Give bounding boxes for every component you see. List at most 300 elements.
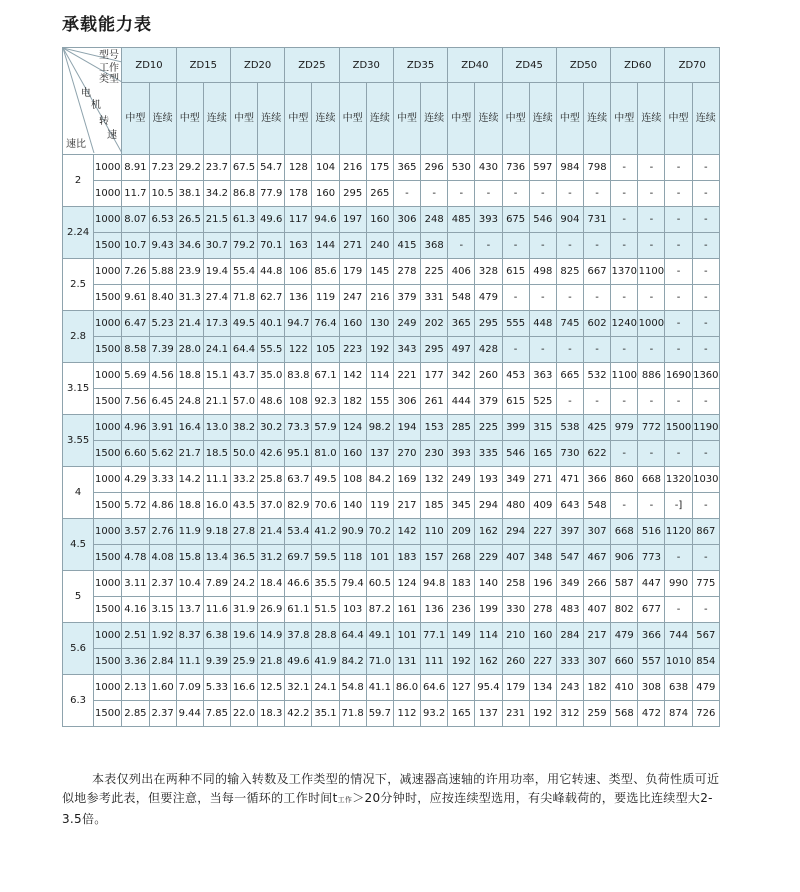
value-cell: 216 xyxy=(366,285,393,311)
value-cell: 217 xyxy=(393,493,420,519)
value-cell: 193 xyxy=(475,467,502,493)
value-cell: 67.5 xyxy=(230,155,257,181)
value-cell: 260 xyxy=(502,649,529,675)
value-cell: 638 xyxy=(665,675,692,701)
value-cell: 407 xyxy=(502,545,529,571)
value-cell: 9.18 xyxy=(203,519,230,545)
value-cell: 77.9 xyxy=(258,181,285,207)
value-cell: 906 xyxy=(611,545,638,571)
value-cell: 169 xyxy=(393,467,420,493)
value-cell: - xyxy=(529,337,556,363)
value-cell: 284 xyxy=(556,623,583,649)
value-cell: 11.9 xyxy=(176,519,203,545)
value-cell: 11.7 xyxy=(122,181,149,207)
value-cell: 49.6 xyxy=(285,649,312,675)
value-cell: 84.2 xyxy=(339,649,366,675)
value-cell: - xyxy=(692,545,719,571)
value-cell: 415 xyxy=(393,233,420,259)
value-cell: - xyxy=(638,207,665,233)
value-cell: 86.0 xyxy=(393,675,420,701)
value-cell: - xyxy=(448,233,475,259)
value-cell: 221 xyxy=(393,363,420,389)
value-cell: 67.1 xyxy=(312,363,339,389)
speed-cell: 1500 xyxy=(94,545,122,571)
value-cell: - xyxy=(665,389,692,415)
value-cell: 140 xyxy=(339,493,366,519)
value-cell: 731 xyxy=(584,207,611,233)
value-cell: 8.58 xyxy=(122,337,149,363)
value-cell: 199 xyxy=(475,597,502,623)
value-cell: 471 xyxy=(556,467,583,493)
value-cell: 51.5 xyxy=(312,597,339,623)
model-header: ZD70 xyxy=(665,48,720,83)
value-cell: 467 xyxy=(584,545,611,571)
model-header: ZD10 xyxy=(122,48,176,83)
value-cell: 44.8 xyxy=(258,259,285,285)
value-cell: 532 xyxy=(584,363,611,389)
value-cell: 24.8 xyxy=(176,389,203,415)
value-cell: 119 xyxy=(366,493,393,519)
value-cell: 103 xyxy=(339,597,366,623)
speed-cell: 1000 xyxy=(94,155,122,181)
corner-motor2-label: 机 xyxy=(91,100,101,111)
value-cell: - xyxy=(611,285,638,311)
value-cell: 307 xyxy=(584,519,611,545)
duty-medium-header: 中型 xyxy=(665,83,692,155)
duty-continuous-header: 连续 xyxy=(475,83,502,155)
table-row xyxy=(63,519,720,545)
value-cell: 1690 xyxy=(665,363,692,389)
table-row xyxy=(63,467,720,493)
value-cell: 363 xyxy=(529,363,556,389)
table-row xyxy=(63,701,720,727)
value-cell: 407 xyxy=(584,597,611,623)
corner-ratio-label: 速比 xyxy=(66,139,86,150)
value-cell: 16.0 xyxy=(203,493,230,519)
value-cell: 1030 xyxy=(692,467,719,493)
value-cell: 49.5 xyxy=(312,467,339,493)
value-cell: 236 xyxy=(448,597,475,623)
value-cell: 668 xyxy=(611,519,638,545)
value-cell: 3.15 xyxy=(149,597,176,623)
speed-cell: 1000 xyxy=(94,519,122,545)
value-cell: 365 xyxy=(448,311,475,337)
value-cell: 4.78 xyxy=(122,545,149,571)
duty-continuous-header: 连续 xyxy=(312,83,339,155)
value-cell: - xyxy=(665,441,692,467)
value-cell: 46.6 xyxy=(285,571,312,597)
value-cell: - xyxy=(665,233,692,259)
value-cell: 345 xyxy=(448,493,475,519)
value-cell: 268 xyxy=(448,545,475,571)
value-cell: 38.1 xyxy=(176,181,203,207)
value-cell: 430 xyxy=(475,155,502,181)
ratio-cell: 5 xyxy=(63,571,94,623)
value-cell: 61.3 xyxy=(230,207,257,233)
value-cell: 10.5 xyxy=(149,181,176,207)
value-cell: 2.85 xyxy=(122,701,149,727)
value-cell: 7.23 xyxy=(149,155,176,181)
value-cell: - xyxy=(584,337,611,363)
value-cell: 9.44 xyxy=(176,701,203,727)
value-cell: 854 xyxy=(692,649,719,675)
value-cell: 131 xyxy=(393,649,420,675)
table-row xyxy=(63,311,720,337)
value-cell: 17.3 xyxy=(203,311,230,337)
model-header: ZD45 xyxy=(502,48,556,83)
value-cell: 28.0 xyxy=(176,337,203,363)
value-cell: 479 xyxy=(475,285,502,311)
value-cell: 984 xyxy=(556,155,583,181)
value-cell: 2.37 xyxy=(149,701,176,727)
value-cell: 312 xyxy=(556,701,583,727)
value-cell: - xyxy=(665,207,692,233)
value-cell: 145 xyxy=(366,259,393,285)
value-cell: 802 xyxy=(611,597,638,623)
speed-cell: 1000 xyxy=(94,181,122,207)
value-cell: 243 xyxy=(556,675,583,701)
value-cell: 498 xyxy=(529,259,556,285)
value-cell: 227 xyxy=(529,519,556,545)
ratio-cell: 2.8 xyxy=(63,311,94,363)
value-cell: - xyxy=(692,597,719,623)
value-cell: 92.3 xyxy=(312,389,339,415)
value-cell: 104 xyxy=(312,155,339,181)
value-cell: 49.6 xyxy=(258,207,285,233)
value-cell: 217 xyxy=(584,623,611,649)
value-cell: 40.1 xyxy=(258,311,285,337)
value-cell: 43.7 xyxy=(230,363,257,389)
value-cell: 1370 xyxy=(611,259,638,285)
ratio-cell: 4 xyxy=(63,467,94,519)
value-cell: - xyxy=(692,389,719,415)
value-cell: - xyxy=(665,337,692,363)
value-cell: 668 xyxy=(638,467,665,493)
footnote-part1: 本表仅列出在两种不同的输入转数及工作类型的情况下，减速器高速轴的许用功率，用它转速、类型、负荷性质可近似地参考此表，但要注意，当每一循环的工作时间t xyxy=(62,772,720,805)
speed-cell: 1500 xyxy=(94,701,122,727)
corner-duty2-label: 类型 xyxy=(99,74,119,85)
value-cell: 21.1 xyxy=(203,389,230,415)
model-header: ZD40 xyxy=(448,48,502,83)
table-row xyxy=(63,675,720,701)
value-cell: 349 xyxy=(502,467,529,493)
duty-medium-header: 中型 xyxy=(393,83,420,155)
value-cell: 110 xyxy=(421,519,448,545)
value-cell: 202 xyxy=(421,311,448,337)
value-cell: 366 xyxy=(638,623,665,649)
value-cell: 136 xyxy=(285,285,312,311)
speed-cell: 1000 xyxy=(94,207,122,233)
value-cell: - xyxy=(665,155,692,181)
value-cell: - xyxy=(665,285,692,311)
table-row xyxy=(63,389,720,415)
model-header: ZD20 xyxy=(230,48,284,83)
value-cell: 990 xyxy=(665,571,692,597)
corner-duty-label: 工作 xyxy=(99,63,119,74)
value-cell: 306 xyxy=(393,207,420,233)
value-cell: - xyxy=(611,207,638,233)
value-cell: 260 xyxy=(475,363,502,389)
value-cell: 137 xyxy=(366,441,393,467)
duty-medium-header: 中型 xyxy=(448,83,475,155)
table-row xyxy=(63,623,720,649)
value-cell: 240 xyxy=(366,233,393,259)
value-cell: - xyxy=(665,545,692,571)
value-cell: 6.45 xyxy=(149,389,176,415)
table-row xyxy=(63,155,720,181)
value-cell: 81.0 xyxy=(312,441,339,467)
value-cell: 37.8 xyxy=(285,623,312,649)
value-cell: 179 xyxy=(502,675,529,701)
value-cell: 13.0 xyxy=(203,415,230,441)
value-cell: 295 xyxy=(339,181,366,207)
value-cell: 874 xyxy=(665,701,692,727)
table-row xyxy=(63,441,720,467)
value-cell: 294 xyxy=(475,493,502,519)
value-cell: 18.8 xyxy=(176,363,203,389)
value-cell: 307 xyxy=(584,649,611,675)
value-cell: - xyxy=(421,181,448,207)
value-cell: 21.7 xyxy=(176,441,203,467)
value-cell: 196 xyxy=(529,571,556,597)
value-cell: 5.69 xyxy=(122,363,149,389)
value-cell: 425 xyxy=(584,415,611,441)
value-cell: 182 xyxy=(584,675,611,701)
value-cell: -] xyxy=(665,493,692,519)
value-cell: 18.5 xyxy=(203,441,230,467)
value-cell: 5.62 xyxy=(149,441,176,467)
value-cell: 285 xyxy=(448,415,475,441)
ratio-cell: 3.55 xyxy=(63,415,94,467)
value-cell: 860 xyxy=(611,467,638,493)
value-cell: 13.4 xyxy=(203,545,230,571)
ratio-cell: 2.5 xyxy=(63,259,94,311)
value-cell: 1000 xyxy=(638,311,665,337)
value-cell: - xyxy=(611,493,638,519)
speed-cell: 1500 xyxy=(94,389,122,415)
value-cell: 247 xyxy=(339,285,366,311)
value-cell: 1.92 xyxy=(149,623,176,649)
speed-cell: 1000 xyxy=(94,259,122,285)
value-cell: 79.4 xyxy=(339,571,366,597)
value-cell: 6.53 xyxy=(149,207,176,233)
model-header: ZD50 xyxy=(556,48,610,83)
ratio-cell: 2.24 xyxy=(63,207,94,259)
value-cell: 27.8 xyxy=(230,519,257,545)
value-cell: 60.5 xyxy=(366,571,393,597)
value-cell: - xyxy=(584,233,611,259)
value-cell: 21.4 xyxy=(258,519,285,545)
value-cell: 160 xyxy=(312,181,339,207)
value-cell: 37.0 xyxy=(258,493,285,519)
value-cell: 14.2 xyxy=(176,467,203,493)
duty-continuous-header: 连续 xyxy=(529,83,556,155)
value-cell: - xyxy=(638,233,665,259)
value-cell: 42.6 xyxy=(258,441,285,467)
value-cell: 379 xyxy=(475,389,502,415)
value-cell: 525 xyxy=(529,389,556,415)
speed-cell: 1500 xyxy=(94,493,122,519)
value-cell: 112 xyxy=(393,701,420,727)
value-cell: 153 xyxy=(421,415,448,441)
value-cell: 730 xyxy=(556,441,583,467)
value-cell: - xyxy=(692,181,719,207)
value-cell: 33.2 xyxy=(230,467,257,493)
duty-continuous-header: 连续 xyxy=(584,83,611,155)
value-cell: 9.39 xyxy=(203,649,230,675)
value-cell: 209 xyxy=(448,519,475,545)
value-cell: 295 xyxy=(475,311,502,337)
value-cell: 677 xyxy=(638,597,665,623)
value-cell: - xyxy=(556,285,583,311)
value-cell: 2.37 xyxy=(149,571,176,597)
value-cell: 54.8 xyxy=(339,675,366,701)
value-cell: - xyxy=(502,233,529,259)
value-cell: 8.91 xyxy=(122,155,149,181)
value-cell: 162 xyxy=(475,649,502,675)
value-cell: 555 xyxy=(502,311,529,337)
value-cell: - xyxy=(611,155,638,181)
value-cell: - xyxy=(692,285,719,311)
value-cell: 13.7 xyxy=(176,597,203,623)
speed-cell: 1000 xyxy=(94,675,122,701)
value-cell: - xyxy=(556,389,583,415)
footnote-part2: ＞20分钟时，应按连续型选用，有尖峰载荷的，要选比连续型大2-3.5倍。 xyxy=(62,791,713,826)
value-cell: 21.4 xyxy=(176,311,203,337)
value-cell: 38.2 xyxy=(230,415,257,441)
value-cell: 979 xyxy=(611,415,638,441)
duty-continuous-header: 连续 xyxy=(258,83,285,155)
model-header: ZD60 xyxy=(611,48,665,83)
value-cell: 83.8 xyxy=(285,363,312,389)
value-cell: 23.7 xyxy=(203,155,230,181)
value-cell: 16.4 xyxy=(176,415,203,441)
value-cell: 546 xyxy=(529,207,556,233)
table-row xyxy=(63,285,720,311)
value-cell: - xyxy=(692,155,719,181)
value-cell: 77.1 xyxy=(421,623,448,649)
page-title: 承载能力表 xyxy=(62,15,152,35)
value-cell: 736 xyxy=(502,155,529,181)
value-cell: 29.2 xyxy=(176,155,203,181)
value-cell: - xyxy=(584,389,611,415)
value-cell: 665 xyxy=(556,363,583,389)
value-cell: 178 xyxy=(285,181,312,207)
value-cell: 567 xyxy=(692,623,719,649)
value-cell: 41.9 xyxy=(312,649,339,675)
value-cell: 399 xyxy=(502,415,529,441)
value-cell: 406 xyxy=(448,259,475,285)
value-cell: 64.6 xyxy=(421,675,448,701)
value-cell: 108 xyxy=(285,389,312,415)
value-cell: 479 xyxy=(692,675,719,701)
value-cell: 192 xyxy=(366,337,393,363)
value-cell: 7.09 xyxy=(176,675,203,701)
value-cell: 1.60 xyxy=(149,675,176,701)
value-cell: 271 xyxy=(529,467,556,493)
value-cell: 1240 xyxy=(611,311,638,337)
value-cell: - xyxy=(502,181,529,207)
value-cell: 98.2 xyxy=(366,415,393,441)
model-header: ZD15 xyxy=(176,48,230,83)
value-cell: 229 xyxy=(475,545,502,571)
value-cell: 266 xyxy=(584,571,611,597)
value-cell: 379 xyxy=(393,285,420,311)
value-cell: 35.0 xyxy=(258,363,285,389)
value-cell: 485 xyxy=(448,207,475,233)
value-cell: 548 xyxy=(584,493,611,519)
value-cell: 27.4 xyxy=(203,285,230,311)
value-cell: 365 xyxy=(393,155,420,181)
value-cell: 295 xyxy=(421,337,448,363)
value-cell: 183 xyxy=(393,545,420,571)
value-cell: 95.1 xyxy=(285,441,312,467)
value-cell: 546 xyxy=(502,441,529,467)
value-cell: 1100 xyxy=(611,363,638,389)
footnote xyxy=(62,770,724,829)
value-cell: 128 xyxy=(285,155,312,181)
value-cell: 90.9 xyxy=(339,519,366,545)
value-cell: 160 xyxy=(339,311,366,337)
value-cell: - xyxy=(529,181,556,207)
duty-medium-header: 中型 xyxy=(122,83,149,155)
value-cell: 328 xyxy=(475,259,502,285)
value-cell: 71.8 xyxy=(230,285,257,311)
value-cell: - xyxy=(448,181,475,207)
value-cell: 444 xyxy=(448,389,475,415)
table-row xyxy=(63,545,720,571)
value-cell: 904 xyxy=(556,207,583,233)
value-cell: 867 xyxy=(692,519,719,545)
header-corner xyxy=(63,48,122,155)
value-cell: 182 xyxy=(339,389,366,415)
value-cell: 270 xyxy=(393,441,420,467)
value-cell: 26.5 xyxy=(176,207,203,233)
value-cell: 538 xyxy=(556,415,583,441)
value-cell: - xyxy=(692,493,719,519)
value-cell: 3.57 xyxy=(122,519,149,545)
value-cell: - xyxy=(556,233,583,259)
value-cell: 106 xyxy=(285,259,312,285)
value-cell: 157 xyxy=(421,545,448,571)
duty-continuous-header: 连续 xyxy=(149,83,176,155)
value-cell: 160 xyxy=(339,441,366,467)
value-cell: 101 xyxy=(366,545,393,571)
value-cell: - xyxy=(692,311,719,337)
value-cell: 4.96 xyxy=(122,415,149,441)
value-cell: 79.2 xyxy=(230,233,257,259)
table-row xyxy=(63,181,720,207)
value-cell: 249 xyxy=(448,467,475,493)
value-cell: - xyxy=(611,181,638,207)
value-cell: 183 xyxy=(448,571,475,597)
value-cell: 225 xyxy=(421,259,448,285)
value-cell: 22.0 xyxy=(230,701,257,727)
value-cell: 18.8 xyxy=(176,493,203,519)
value-cell: 142 xyxy=(339,363,366,389)
value-cell: 7.39 xyxy=(149,337,176,363)
model-header: ZD25 xyxy=(285,48,339,83)
value-cell: 124 xyxy=(393,571,420,597)
value-cell: 1010 xyxy=(665,649,692,675)
value-cell: 480 xyxy=(502,493,529,519)
value-cell: 86.8 xyxy=(230,181,257,207)
value-cell: 271 xyxy=(339,233,366,259)
value-cell: 726 xyxy=(692,701,719,727)
value-cell: 34.2 xyxy=(203,181,230,207)
value-cell: - xyxy=(692,233,719,259)
value-cell: 745 xyxy=(556,311,583,337)
